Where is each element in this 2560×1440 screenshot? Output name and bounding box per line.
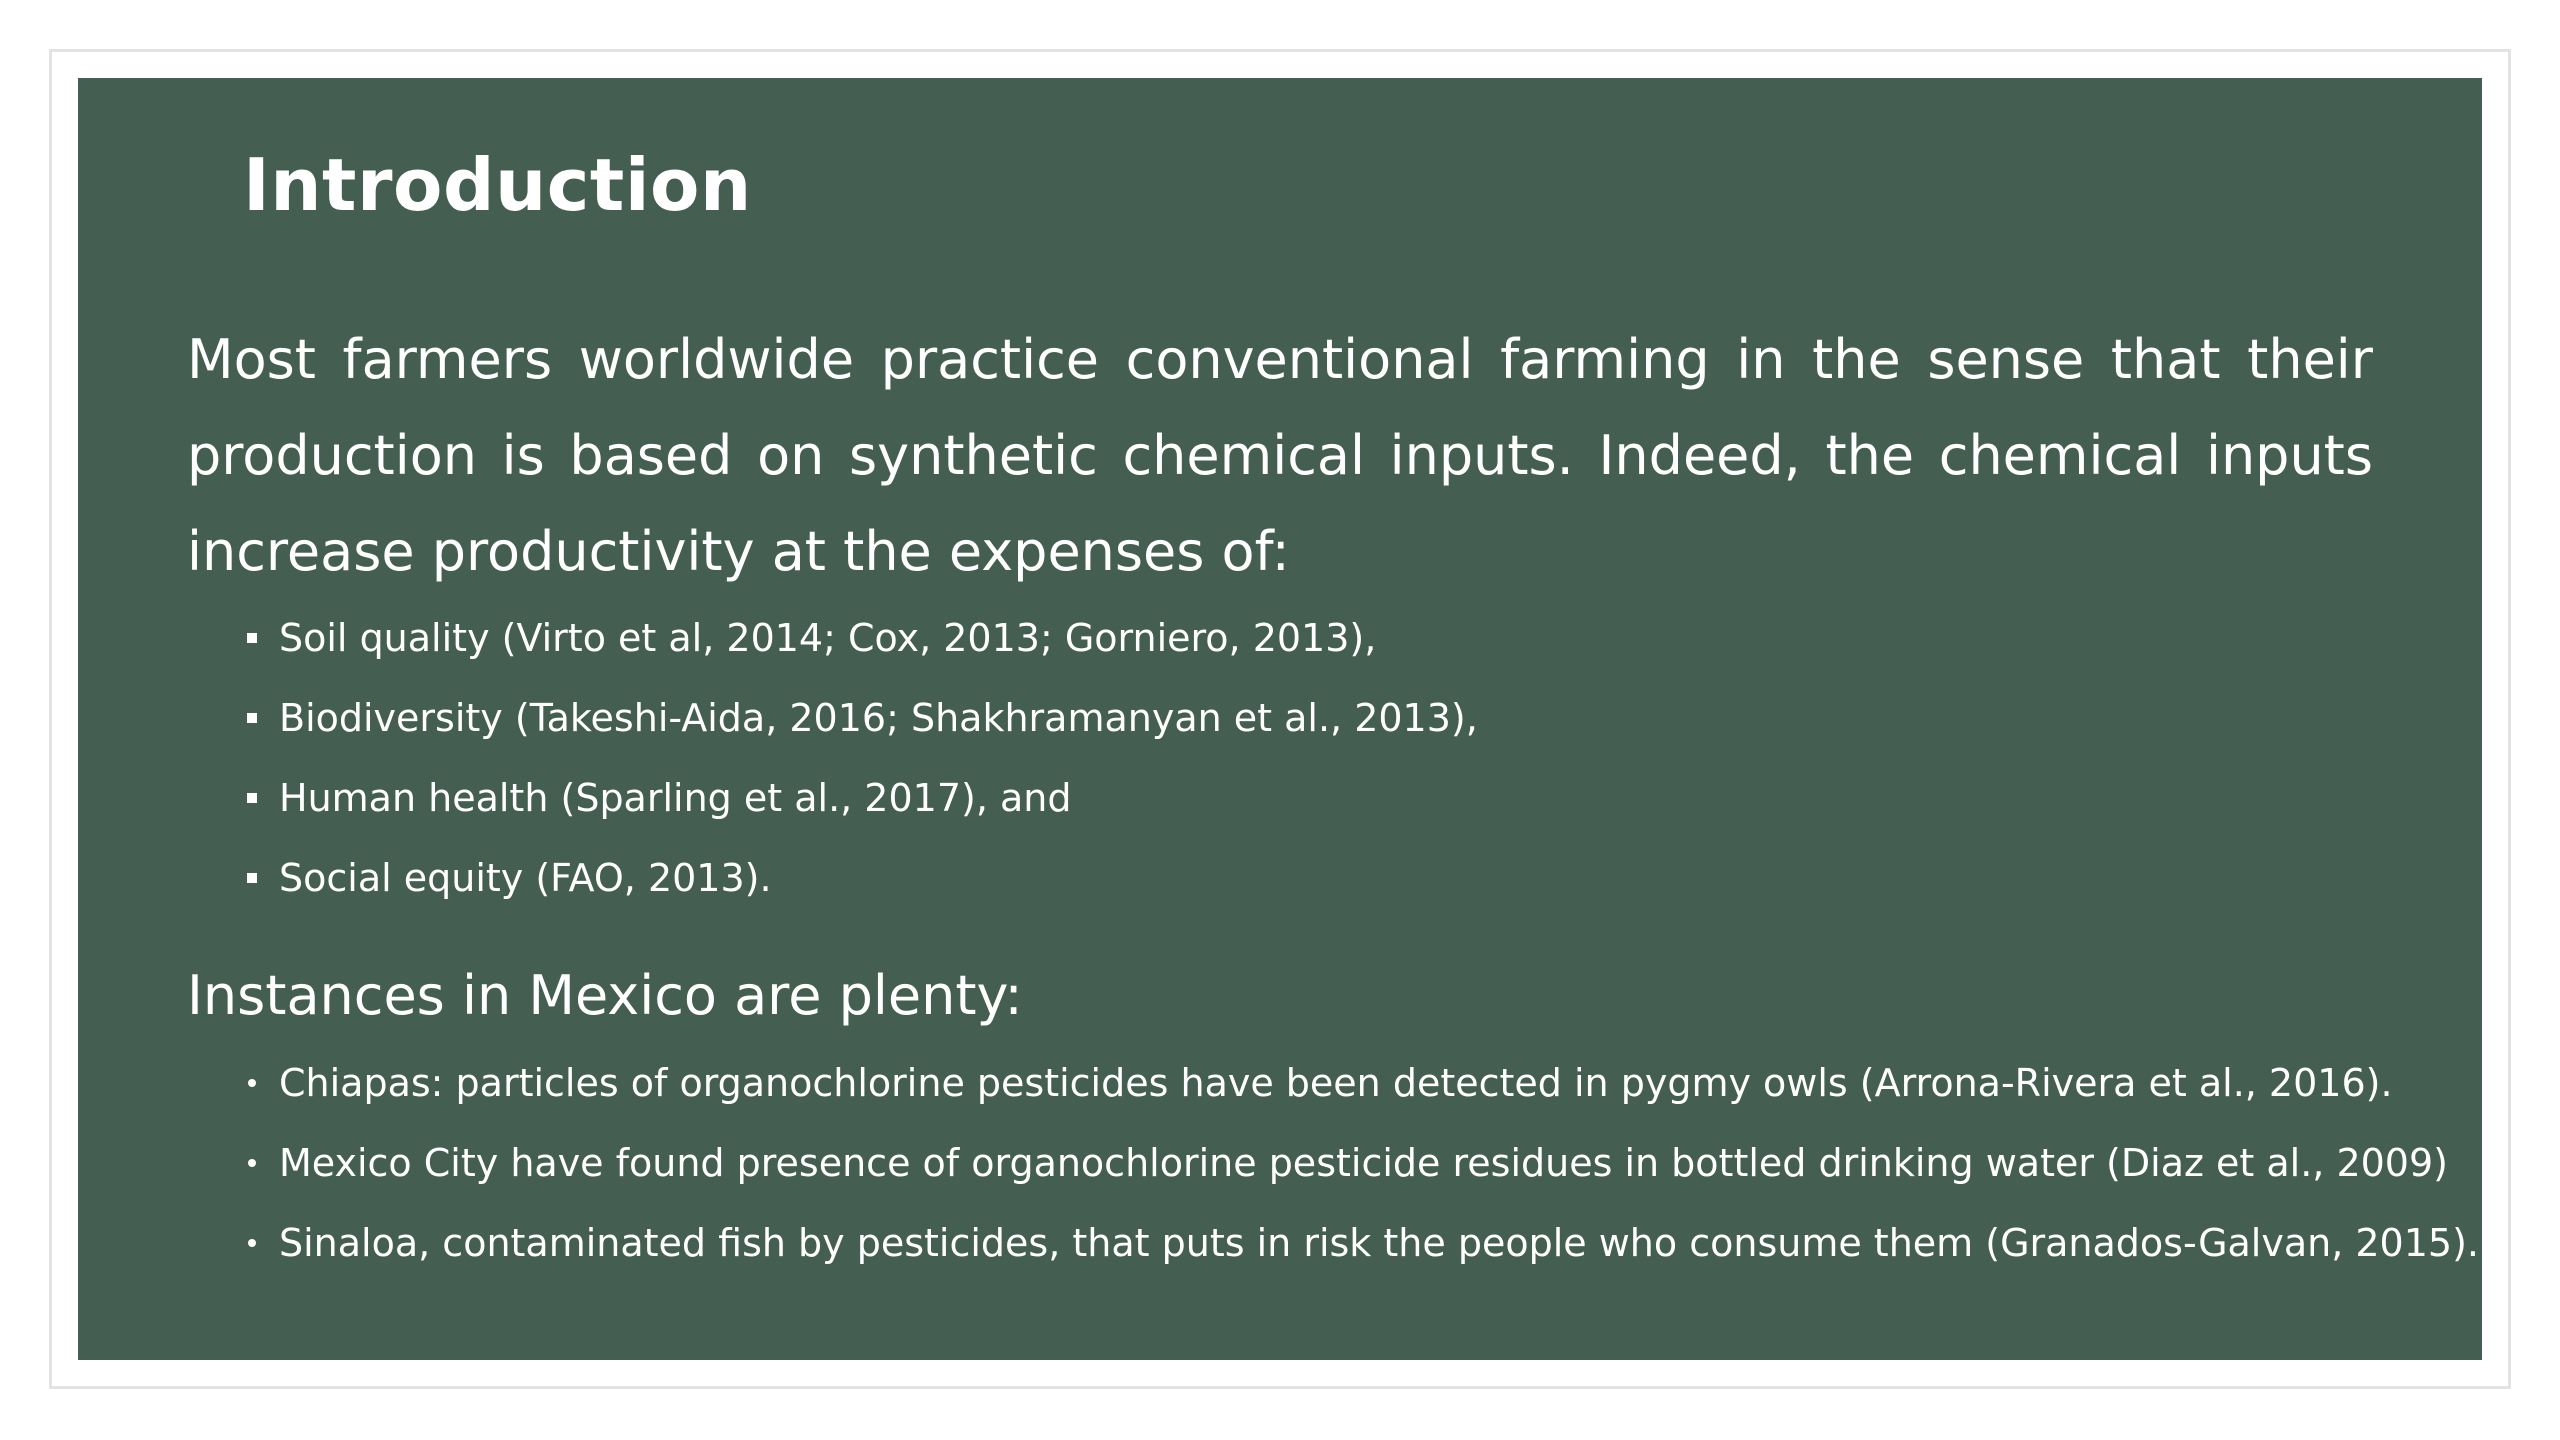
slide-title: Introduction	[243, 143, 752, 227]
list-item	[187, 678, 1478, 758]
list-item-text: Social equity (FAO, 2013).	[279, 856, 772, 900]
square-bullet-icon	[242, 838, 262, 918]
list-item-text: Sinaloa, contaminated fish by pesticides, that puts in risk the people who consume them (Granados-Galvan, 2015).	[279, 1221, 2479, 1265]
list-item-text: Chiapas: particles of organochlorine pesticides have been detected in pygmy owls (Arrona-Rivera et al., 2016).	[279, 1061, 2393, 1105]
list-item	[187, 1043, 2479, 1123]
list-item	[187, 598, 1478, 678]
square-bullet-icon	[242, 598, 262, 678]
round-bullet-icon	[242, 1043, 262, 1123]
square-bullet-icon	[242, 678, 262, 758]
list-item-text: Human health (Sparling et al., 2017), and	[279, 776, 1072, 820]
square-bullet-icon	[242, 758, 262, 838]
list-item	[187, 1203, 2479, 1283]
instances-heading: Instances in Mexico are plenty:	[187, 964, 1023, 1027]
list-item	[187, 838, 1478, 918]
effects-list	[187, 598, 1478, 918]
list-item	[187, 758, 1478, 838]
intro-paragraph: Most farmers worldwide practice conventional farming in the sense that their production is based on synthetic chemical inputs. Indeed, the chemical inputs increase productivity at the expenses of:	[187, 328, 2373, 583]
list-item-text: Biodiversity (Takeshi-Aida, 2016; Shakhramanyan et al., 2013),	[279, 696, 1478, 740]
round-bullet-icon	[242, 1203, 262, 1283]
instances-list	[187, 1043, 2479, 1283]
slide	[78, 78, 2482, 1360]
list-item-text: Mexico City have found presence of organochlorine pesticide residues in bottled drinking water (Diaz et al., 2009)	[279, 1141, 2448, 1185]
list-item	[187, 1123, 2479, 1203]
round-bullet-icon	[242, 1123, 262, 1203]
list-item-text: Soil quality (Virto et al, 2014; Cox, 2013; Gorniero, 2013),	[279, 616, 1377, 660]
